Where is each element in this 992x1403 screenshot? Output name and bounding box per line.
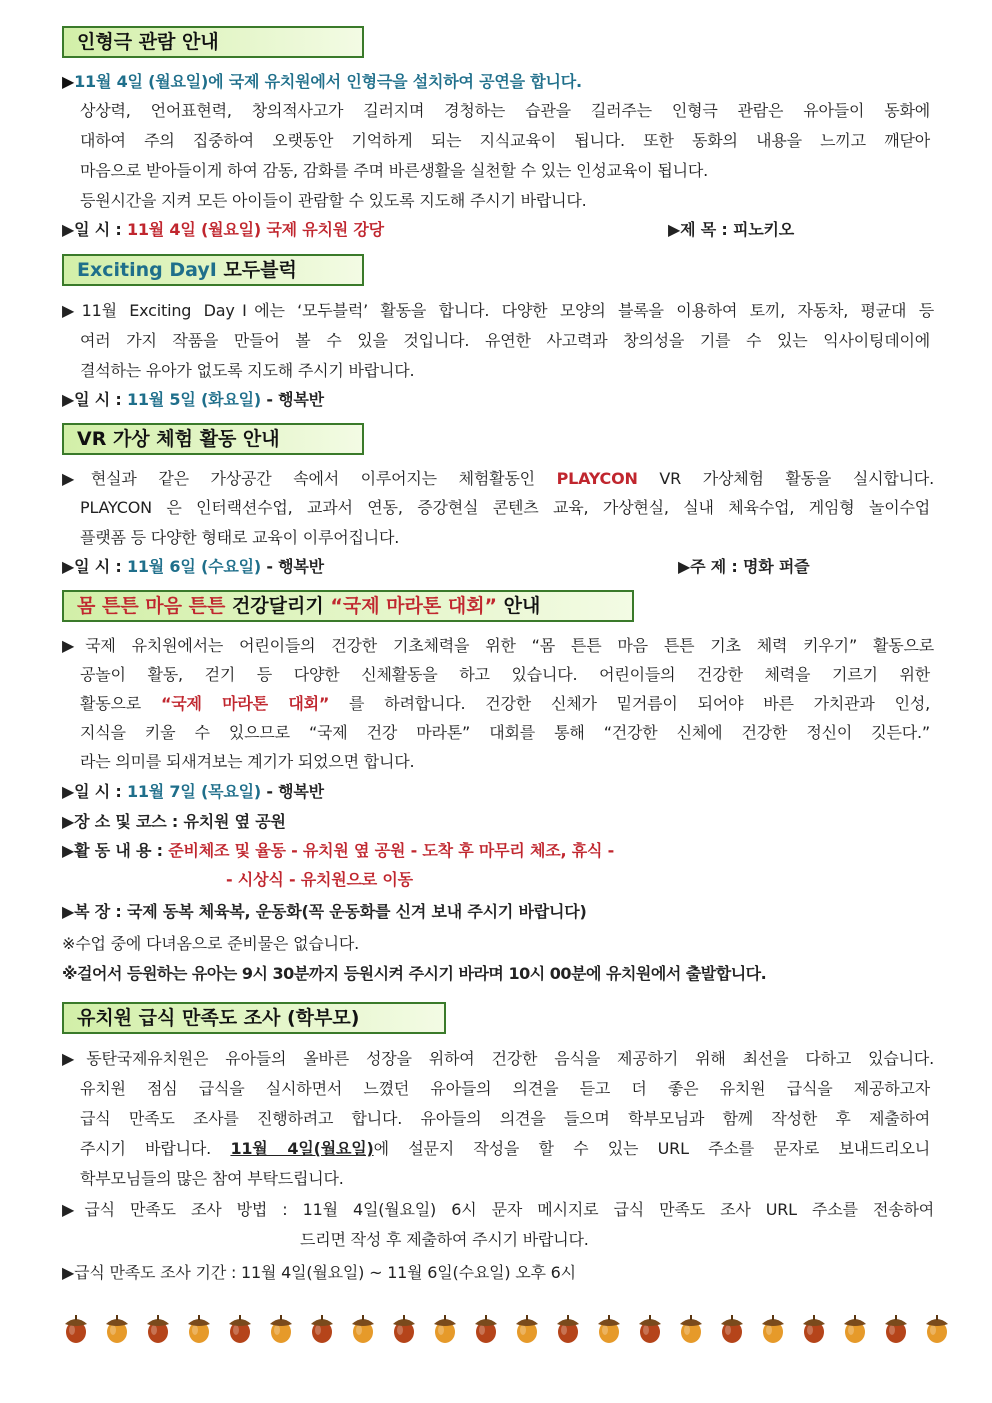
acorn-icon xyxy=(308,1312,336,1344)
acorn-icon xyxy=(841,1312,869,1344)
meal-survey-method: ▶급식 만족도 조사 방법 : 11월 4일(월요일) 6시 문자 메시지로 급식 만족도 조사 URL 주소를 전송하여 xyxy=(62,1200,934,1219)
vr-topic: ▶주 제 : 명화 퍼즐 xyxy=(678,557,810,576)
section-title-exciting-day: Exciting DayⅠ 모두블럭 xyxy=(62,254,364,286)
acorn-icon xyxy=(103,1312,131,1344)
section-title-meal-survey: 유치원 급식 만족도 조사 (학부모) xyxy=(62,1002,446,1034)
meal-survey-period: ▶급식 만족도 조사 기간 : 11월 4일(월요일) ~ 11월 6일(수요일) 오후 6시 xyxy=(62,1263,576,1282)
marathon-date: ▶일 시 : 11월 7일 (목요일) - 행복반 xyxy=(62,782,324,801)
section-title-vr: VR 가상 체험 활동 안내 xyxy=(62,423,364,455)
paragraph-line: 주시기 바랍니다. 11월 4일(월요일)에 설문지 작성을 할 수 있는 URL 주소를 문자로 보내드리오니 xyxy=(80,1139,930,1158)
acorn-icon xyxy=(636,1312,664,1344)
vr-date: ▶일 시 : 11월 6일 (수요일) - 행복반 xyxy=(62,557,324,576)
marathon-note: ※수업 중에 다녀옴으로 준비물은 없습니다. xyxy=(62,934,359,953)
marathon-dress: ▶복 장 : 국제 동복 체육복, 운동화(꼭 운동화를 신겨 보내 주시기 바랍니다) xyxy=(62,902,587,921)
acorn-icon xyxy=(185,1312,213,1344)
puppet-show-topic: ▶제 목 : 피노키오 xyxy=(668,220,794,239)
exciting-day-date: ▶일 시 : 11월 5일 (화요일) - 행복반 xyxy=(62,390,324,409)
paragraph-line: ▶11월 Exciting DayⅠ에는 ‘모두블럭’ 활동을 합니다. 다양한 모양의 블록을 이용하여 토끼, 자동차, 평균대 등 xyxy=(62,301,934,320)
paragraph-line: 공놀이 활동, 걷기 등 다양한 신체활동을 하고 있습니다. 어린이들의 건강한 체력을 기르기 위한 xyxy=(80,665,930,684)
paragraph-line: 학부모님들의 많은 참여 부탁드립니다. xyxy=(80,1169,344,1188)
puppet-show-date: ▶일 시 : 11월 4일 (월요일) 국제 유치원 강당 xyxy=(62,220,384,239)
acorn-border xyxy=(62,1312,942,1346)
acorn-icon xyxy=(349,1312,377,1344)
acorn-icon xyxy=(513,1312,541,1344)
acorn-icon xyxy=(595,1312,623,1344)
paragraph-line: 여러 가지 작품을 만들어 볼 수 있을 것입니다. 유연한 사고력과 창의성을 기를 수 있는 익사이팅데이에 xyxy=(80,331,930,350)
paragraph-line: 결석하는 유아가 없도록 지도해 주시기 바랍니다. xyxy=(80,361,415,380)
paragraph-line: ▶현실과 같은 가상공간 속에서 이루어지는 체험활동인 PLAYCON VR 가상체험 활동을 실시합니다. xyxy=(62,469,934,488)
paragraph-line: 대하여 주의 집중하여 오랫동안 기억하게 되는 지식교육이 됩니다. 또한 동화의 내용을 느끼고 깨닫아 xyxy=(80,131,930,150)
paragraph-line: 라는 의미를 되새겨보는 계기가 되었으면 합니다. xyxy=(80,752,415,771)
marathon-note-bold: ※걸어서 등원하는 유아는 9시 30분까지 등원시켜 주시기 바라며 10시 00분에 유치원에서 출발합니다. xyxy=(62,964,767,983)
acorn-icon xyxy=(226,1312,254,1344)
acorn-icon xyxy=(677,1312,705,1344)
acorn-icon xyxy=(144,1312,172,1344)
puppet-show-headline: ▶11월 4일 (월요일)에 국제 유치원에서 인형극을 설치하여 공연을 합니다. xyxy=(62,72,582,91)
paragraph-line: ▶동탄국제유치원은 유아들의 올바른 성장을 위하여 건강한 음식을 제공하기 위해 최선을 다하고 있습니다. xyxy=(62,1049,935,1068)
section-title-puppet-show: 인형극 관람 안내 xyxy=(62,26,364,58)
acorn-icon xyxy=(800,1312,828,1344)
paragraph-line: 유치원 점심 급식을 실시하면서 느꼈던 유아들의 의견을 듣고 더 좋은 유치원 급식을 제공하고자 xyxy=(80,1079,930,1098)
acorn-icon xyxy=(759,1312,787,1344)
acorn-icon xyxy=(62,1312,90,1344)
acorn-icon xyxy=(882,1312,910,1344)
acorn-icon xyxy=(718,1312,746,1344)
section-title-marathon: 몸 튼튼 마음 튼튼 건강달리기 “국제 마라톤 대회” 안내 xyxy=(62,590,634,622)
paragraph-line: ▶국제 유치원에서는 어린이들의 건강한 기초체력을 위한 “몸 튼튼 마음 튼튼 기초 체력 키우기” 활동으로 xyxy=(62,636,934,655)
paragraph-line: PLAYCON 은 인터랙션수업, 교과서 연동, 증강현실 콘텐츠 교육, 가상현실, 실내 체육수업, 게임형 놀이수업 xyxy=(80,498,930,517)
paragraph-line: 지식을 키울 수 있으므로 “국제 건강 마라톤” 대회를 통해 “건강한 신체에 건강한 정신이 깃든다.” xyxy=(80,723,930,742)
marathon-activity: ▶활 동 내 용 : 준비체조 및 율동 - 유치원 옆 공원 - 도착 후 마무리 체조, 휴식 - xyxy=(62,841,615,860)
paragraph-line: 급식 만족도 조사를 진행하려고 합니다. 유아들의 의견을 들으며 학부모님과 함께 작성한 후 제출하여 xyxy=(80,1109,930,1128)
acorn-icon xyxy=(431,1312,459,1344)
paragraph-line: 플랫폼 등 다양한 형태로 교육이 이루어집니다. xyxy=(80,528,400,547)
marathon-place: ▶장 소 및 코스 : 유치원 옆 공원 xyxy=(62,812,286,831)
acorn-icon xyxy=(267,1312,295,1344)
marathon-activity-cont: - 시상식 - 유치원으로 이동 xyxy=(226,870,413,889)
paragraph-line: 마음으로 받아들이게 하여 감동, 감화를 주며 바른생활을 실천할 수 있는 인성교육이 됩니다. xyxy=(80,161,708,180)
acorn-icon xyxy=(390,1312,418,1344)
paragraph-line: 등원시간을 지켜 모든 아이들이 관람할 수 있도록 지도해 주시기 바랍니다. xyxy=(80,191,587,210)
acorn-icon xyxy=(472,1312,500,1344)
acorn-icon xyxy=(923,1312,951,1344)
paragraph-line: 상상력, 언어표현력, 창의적사고가 길러지며 경청하는 습관을 길러주는 인형극 관람은 유아들이 동화에 xyxy=(80,101,930,120)
meal-survey-method-cont: 드리면 작성 후 제출하여 주시기 바랍니다. xyxy=(300,1230,589,1249)
acorn-icon xyxy=(554,1312,582,1344)
paragraph-line: 활동으로 “국제 마라톤 대회” 를 하려합니다. 건강한 신체가 밑거름이 되어야 바른 가치관과 인성, xyxy=(80,694,930,713)
